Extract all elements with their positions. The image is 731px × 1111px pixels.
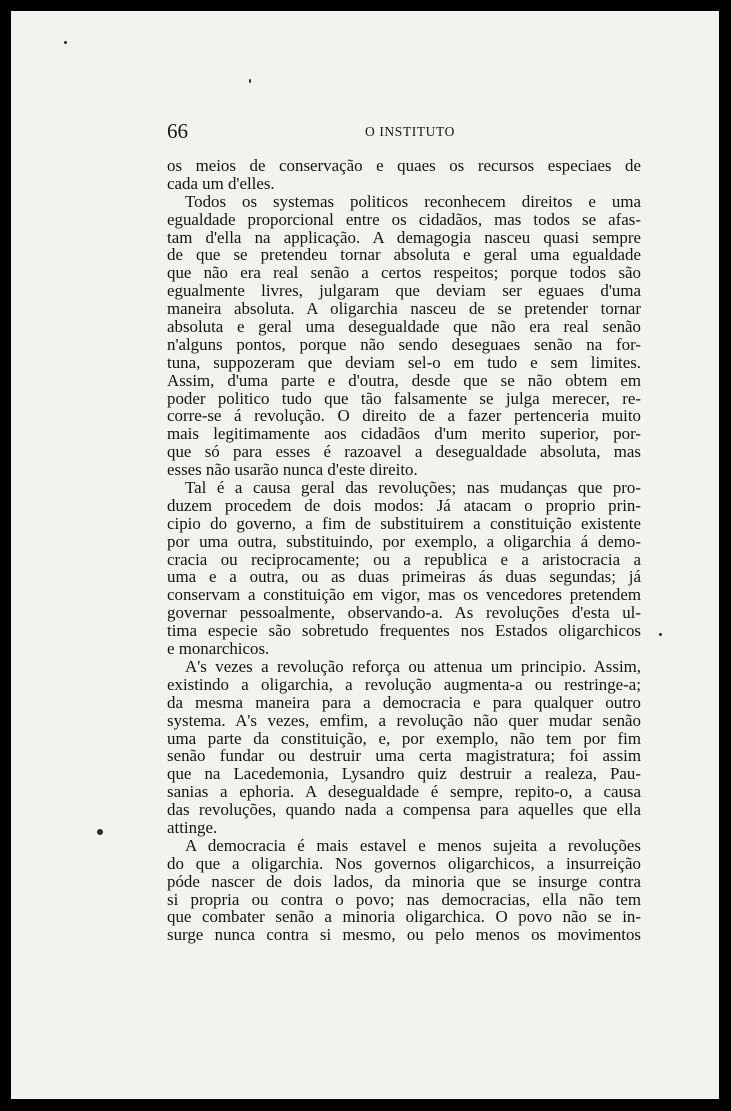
text-line: corre-se á revolução. O direito de a fazer pertenceria muito <box>167 406 641 426</box>
text-line: senão fundar ou destruir uma certa magistratura; foi assim <box>167 746 641 766</box>
text-line: conservam a constituição em vigor, mas os vencedores pretendem <box>167 585 641 605</box>
text-line: surge nunca contra si mesmo, ou pelo menos os movimentos <box>167 925 641 945</box>
scan-speck <box>659 633 662 636</box>
text-line: governar pessoalmente, observando-a. As revoluções d'esta ul- <box>167 603 641 623</box>
text-line: n'alguns pontos, porque não sendo deseguaes senão na for- <box>167 334 641 354</box>
text-line: uma e a outra, ou as duas primeiras ás duas segundas; já <box>167 567 641 587</box>
text-line: existindo a oligarchia, a revolução augmenta-a ou restringe-a; <box>167 674 641 694</box>
text-line: A democracia é mais estavel e menos sujeita a revoluções <box>185 835 641 855</box>
text-line: sanias a ephoria. A desegualdade é sempre, repito-o, a causa <box>167 782 641 802</box>
text-line: tam d'ella na applicação. A demagogia nasceu quasi sempre <box>167 227 641 247</box>
text-line: que combater senão a minoria oligarchica. O povo não se in- <box>167 907 641 927</box>
text-line: e monarchicos. <box>167 639 270 659</box>
text-line: tima especie são sobretudo frequentes nos Estados oligarchicos <box>167 621 641 641</box>
text-line: do que a oligarchia. Nos governos oligarchicos, a insurreição <box>167 853 641 873</box>
page-header <box>167 119 477 143</box>
book-page <box>11 11 719 1099</box>
text-line: si propria ou contra o povo; nas democracias, ella não tem <box>167 889 641 909</box>
text-line: da mesma maneira para a democracia e para qualquer outro <box>167 692 641 712</box>
text-line: duzem procedem de dois modos: Já atacam o proprio prin- <box>167 495 641 515</box>
text-line: os meios de conservação e quaes os recursos especiaes de <box>167 156 641 175</box>
text-line: esses não usarão nunca d'este direito. <box>167 460 418 480</box>
running-title: O INSTITUTO <box>365 124 455 139</box>
text-line: tuna, suppozeram que deviam sel-o em tudo e sem limites. <box>167 352 641 372</box>
page-number: 66 <box>167 119 188 143</box>
text-line: cracia ou reciprocamente; ou a republica e a aristocracia a <box>167 549 641 569</box>
text-line: attinge. <box>167 817 218 837</box>
text-line: póde nascer de dois lados, da minoria que se insurge contra <box>167 871 641 891</box>
text-line: das revoluções, quando nada a compensa para aquelles que ella <box>167 800 641 820</box>
text-line: egualmente livres, julgaram que deviam ser eguaes d'uma <box>167 281 641 301</box>
text-line: mais legitimamente aos cidadãos d'um merito superior, por- <box>167 424 641 444</box>
text-line: Assim, d'uma parte e d'outra, desde que se não obtem em <box>167 370 641 390</box>
text-line: que só para esses é razoavel a desegualdade absoluta, mas <box>167 442 641 462</box>
scan-speck <box>97 829 103 835</box>
body-text <box>167 157 641 944</box>
text-line: que na Lacedemonia, Lysandro quiz destruir a realeza, Pau- <box>167 764 641 784</box>
text-line: que não era real senão a certos respeitos; porque todos são <box>167 263 641 283</box>
text-line: Tal é a causa geral das revoluções; nas mudanças que pro- <box>185 478 641 498</box>
scan-speck <box>64 41 67 44</box>
text-line: poder politico tudo que tão falsamente se julga merecer, re- <box>167 388 641 408</box>
text-line: maneira absoluta. A oligarchia nasceu de se pretender tornar <box>167 299 641 319</box>
text-line: cipio do governo, a fim de substituirem a constituição existente <box>167 513 641 533</box>
text-line: uma parte da constituição, e, por exemplo, não tem por fim <box>167 728 641 748</box>
text-line: A's vezes a revolução reforça ou attenua um principio. Assim, <box>185 656 641 676</box>
text-line: absoluta e geral uma desegualdade que não era real senão <box>167 317 641 337</box>
text-line: de que se pretendeu tornar absoluta e geral uma egualdade <box>167 245 641 265</box>
text-line: egualdade proporcional entre os cidadãos, mas todos se afas- <box>167 209 641 229</box>
scan-speck <box>249 79 251 83</box>
text-line: systema. A's vezes, emfim, a revolução não quer mudar senão <box>167 710 641 730</box>
text-line: Todos os systemas politicos reconhecem direitos e uma <box>185 191 641 211</box>
text-line: cada um d'elles. <box>167 173 275 193</box>
text-line: por uma outra, substituindo, por exemplo, a oligarchia á demo- <box>167 531 641 551</box>
